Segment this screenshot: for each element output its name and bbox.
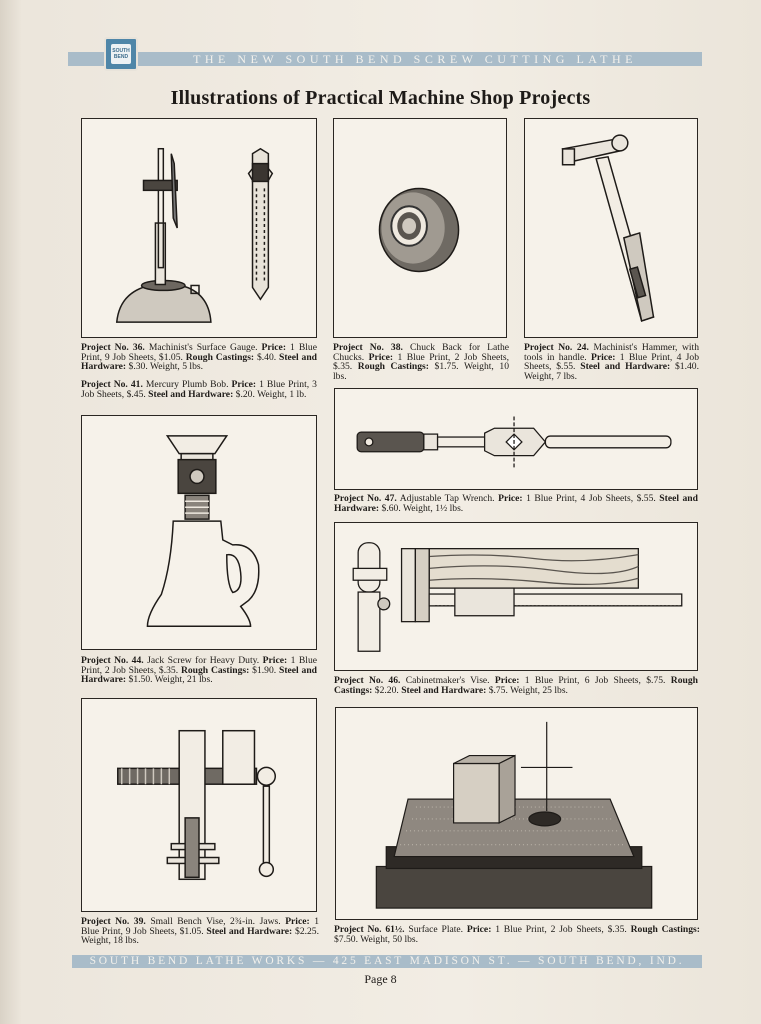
project-24-hardware: $1.40. Weight, 7 lbs. — [524, 361, 699, 382]
project-47-hardware: $.60. Weight, 1½ lbs. — [381, 502, 464, 514]
project-39-heading: Project No. 39. — [81, 916, 146, 927]
project-39-price: 1 Blue Print, 9 Job Sheets, $1.05. — [81, 916, 320, 937]
project-41-caption — [81, 380, 317, 399]
project-47-heading: Project No. 47. — [334, 493, 397, 504]
project-41-heading: Project No. 41. — [81, 379, 143, 390]
illustration-hammer — [524, 118, 698, 338]
project-44-castings-label: Rough Castings: — [180, 664, 250, 676]
illustration-chuck-back — [333, 118, 507, 338]
project-38-castings: $1.75. Weight, 10 lbs. — [333, 361, 509, 382]
surface-plate-drawing — [336, 708, 697, 919]
page-number: Page 8 — [364, 972, 397, 986]
project-36-heading: Project No. 36. — [81, 342, 145, 353]
project-39-hardware-label: Steel and Hardware: — [206, 925, 293, 937]
surface-gauge-drawing — [82, 119, 316, 337]
project-47-price-label: Price: — [498, 493, 523, 504]
project-47-hardware-label: Steel and Hardware: — [334, 493, 698, 514]
project-36-castings: $.40. — [256, 351, 277, 363]
project-44-hardware: $1.50. Weight, 21 lbs. — [128, 674, 213, 686]
project-46-hardware: $.75. Weight, 25 lbs. — [488, 684, 568, 696]
project-46-price-label: Price: — [494, 675, 520, 686]
hammer-drawing — [525, 119, 697, 337]
project-38-caption — [333, 343, 509, 381]
tap-wrench-drawing — [335, 389, 697, 489]
illustration-jack-screw — [81, 415, 317, 650]
project-61-castings-label: Rough Castings: — [630, 924, 700, 935]
project-61-price: 1 Blue Print, 2 Job Sheets, $.35. — [495, 924, 627, 935]
project-38-price: 1 Blue Print, 2 Job Sheets, $.35. — [333, 351, 510, 373]
project-61-text: Surface Plate. — [408, 924, 464, 935]
footer-banner — [72, 955, 702, 968]
project-41-hardware-label: Steel and Hardware: — [148, 388, 234, 400]
project-61-price-label: Price: — [466, 924, 492, 935]
bench-vise-drawing — [82, 699, 316, 911]
project-46-price: 1 Blue Print, 6 Job Sheets, $.75. — [524, 675, 666, 686]
project-41-hardware: $.20. Weight, 1 lb. — [235, 388, 307, 400]
illustration-surface-plate — [335, 707, 698, 920]
project-46-castings: $2.20. — [374, 684, 399, 696]
project-41-price-label: Price: — [231, 379, 257, 390]
project-44-hardware-label: Steel and Hardware: — [81, 664, 317, 686]
project-36-castings-label: Rough Castings: — [185, 351, 255, 363]
project-38-text: Chuck Back for Lathe Chucks. — [333, 342, 510, 363]
project-46-hardware-label: Steel and Hardware: — [401, 684, 487, 696]
project-36-price: 1 Blue Print, 9 Job Sheets, $1.05. — [81, 342, 317, 363]
logo-label: SOUTH BEND — [111, 44, 131, 64]
project-24-heading: Project No. 24. — [524, 342, 589, 353]
south-bend-logo — [104, 37, 138, 71]
project-61-castings: $7.50. Weight, 50 lbs. — [334, 933, 419, 945]
project-24-hardware-label: Steel and Hardware: — [580, 361, 671, 373]
footer-banner-text: SOUTH BEND LATHE WORKS — 425 EAST MADISON ST. — SOUTH BEND, IND. — [89, 955, 685, 967]
jack-screw-drawing — [82, 416, 316, 649]
project-44-text: Jack Screw for Heavy Duty. — [147, 655, 260, 666]
project-39-hardware: $2.25. Weight, 18 lbs. — [81, 925, 319, 947]
project-36-text: Machinist's Surface Gauge. — [148, 342, 258, 353]
project-36-hardware: $.30. Weight, 5 lbs. — [128, 361, 203, 373]
project-61-heading: Project No. 61½. — [334, 924, 405, 935]
project-44-caption — [81, 656, 317, 685]
project-44-price: 1 Blue Print, 2 Job Sheets, $.35. — [81, 655, 318, 676]
project-36-hardware-label: Steel and Hardware: — [81, 351, 317, 373]
project-41-text: Mercury Plumb Bob. — [145, 379, 229, 390]
project-44-heading: Project No. 44. — [81, 655, 144, 666]
project-36-caption — [81, 343, 317, 372]
illustration-tap-wrench — [334, 388, 698, 490]
project-47-caption — [334, 494, 698, 513]
project-61-caption — [334, 925, 700, 944]
project-24-caption — [524, 343, 699, 381]
illustration-cabinetmakers-vise — [334, 522, 698, 671]
project-38-price-label: Price: — [368, 351, 394, 363]
project-39-price-label: Price: — [285, 916, 310, 927]
project-41-price: 1 Blue Print, 3 Job Sheets, $.45. — [81, 379, 317, 400]
illustration-surface-gauge — [81, 118, 317, 338]
project-38-heading: Project No. 38. — [333, 342, 403, 353]
header-banner — [68, 52, 702, 66]
header-banner-text: THE NEW SOUTH BEND SCREW CUTTING LATHE — [193, 52, 637, 66]
project-24-price-label: Price: — [590, 351, 616, 363]
page-title: Illustrations of Practical Machine Shop Projects — [170, 87, 591, 109]
illustration-bench-vise — [81, 698, 317, 912]
project-39-text: Small Bench Vise, 2¾-in. Jaws. — [150, 916, 281, 927]
project-46-castings-label: Rough Castings: — [334, 675, 698, 696]
project-44-castings: $1.90. — [252, 664, 277, 676]
project-46-caption — [334, 676, 698, 695]
project-24-price: 1 Blue Print, 4 Job Sheets, $.55. — [524, 351, 700, 373]
chuck-back-drawing — [334, 119, 506, 337]
project-39-caption — [81, 917, 319, 946]
project-44-price-label: Price: — [262, 655, 288, 666]
project-46-heading: Project No. 46. — [334, 675, 401, 686]
project-36-price-label: Price: — [261, 342, 287, 353]
cabinetmakers-vise-drawing — [335, 523, 697, 670]
project-24-text: Machinist's Hammer, with tools in handle. — [524, 342, 700, 363]
project-47-price: 1 Blue Print, 4 Job Sheets, $.55. — [526, 493, 656, 504]
project-47-text: Adjustable Tap Wrench. — [399, 493, 495, 504]
project-38-castings-label: Rough Castings: — [357, 361, 429, 373]
project-46-text: Cabinetmaker's Vise. — [405, 675, 490, 686]
